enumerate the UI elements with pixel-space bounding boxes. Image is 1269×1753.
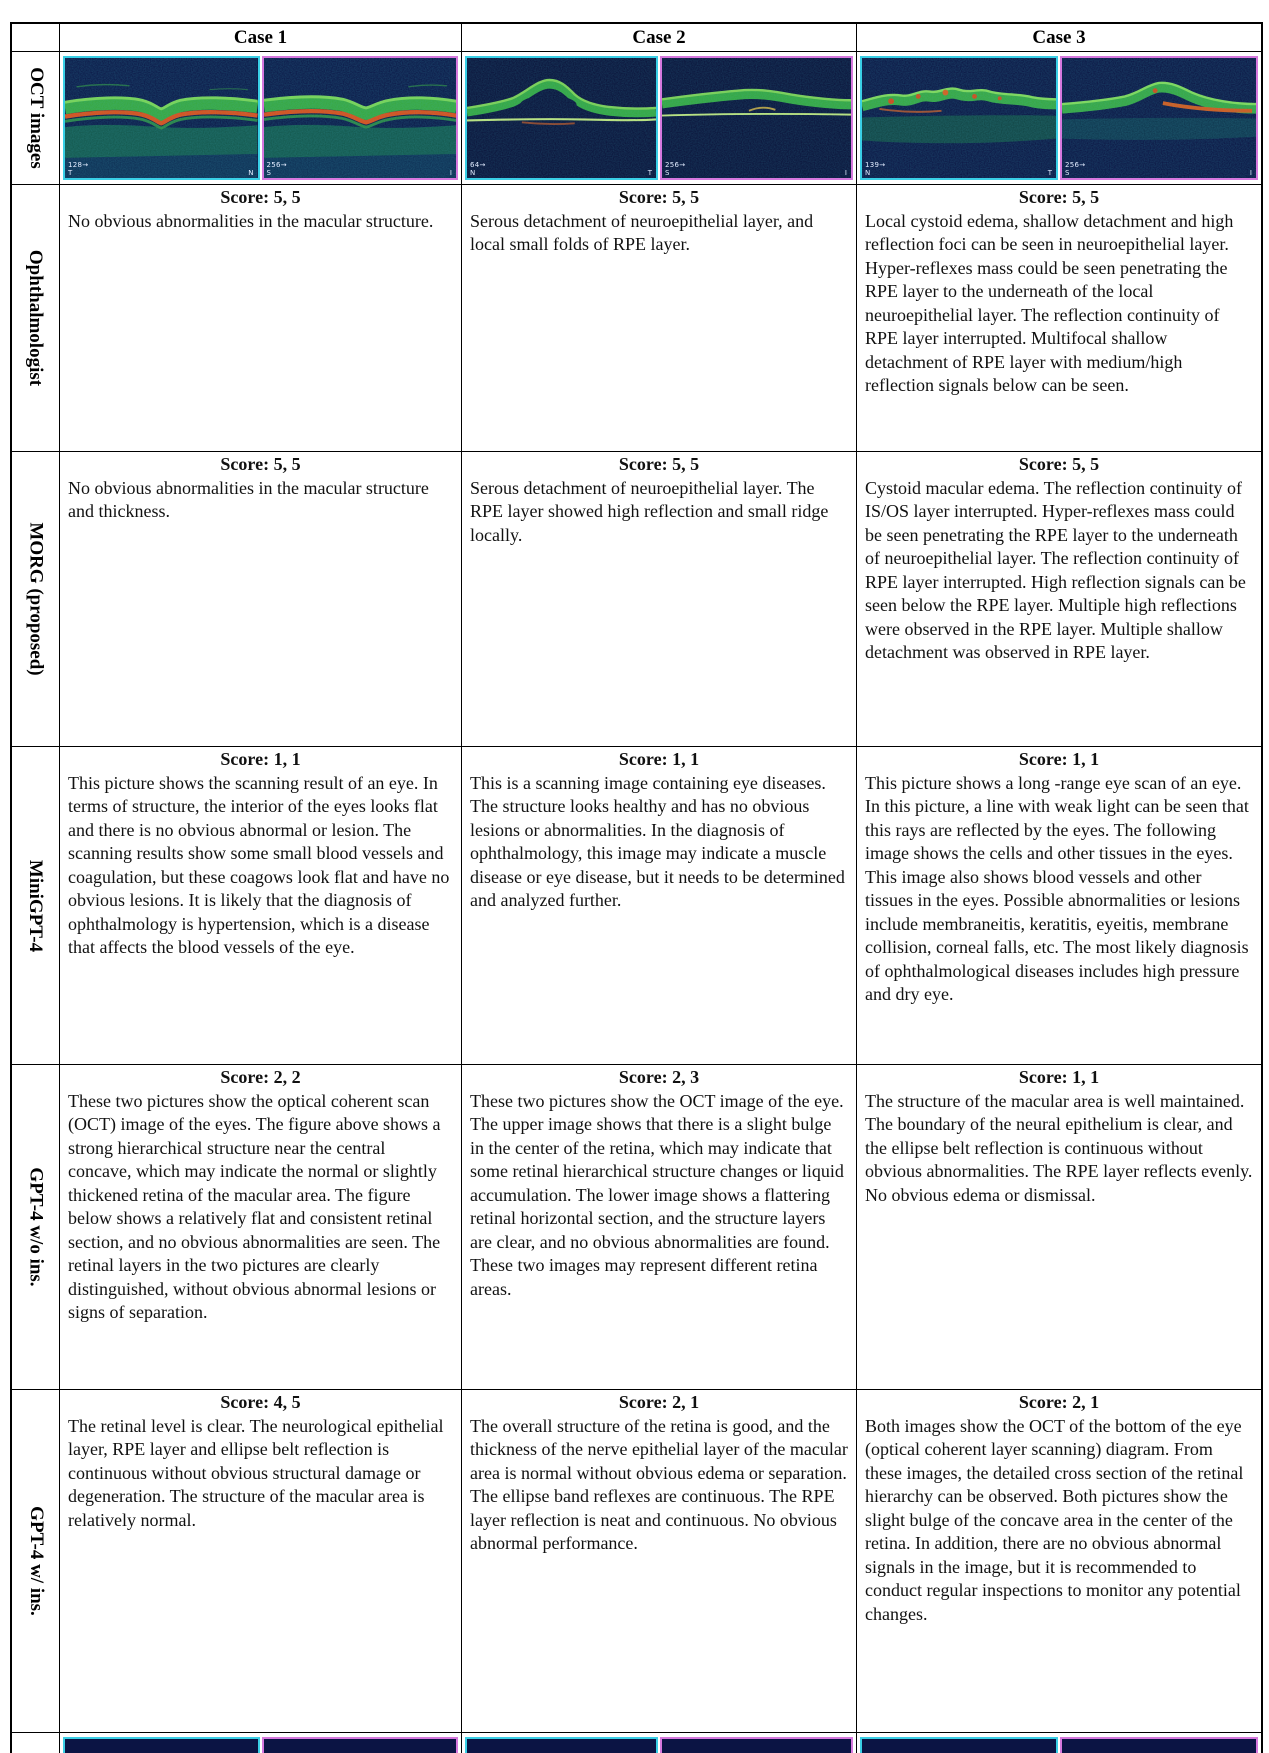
assessment-text: The retinal level is clear. The neurological epithelial layer, RPE layer and ellipse belt reflection is continuous without obvious structural damage or degeneration. The structure of the macular area is relatively normal. (68, 1415, 444, 1530)
scan-number-label: 128→ (68, 161, 89, 169)
cell-gpt4w-case3 (857, 1390, 1261, 1733)
orientation-letter-br: I (1249, 169, 1252, 177)
assessment-text: This picture shows the scanning result of an eye. In terms of structure, the interior of the eyes looks flat and there is no obvious abnormal or lesion. The scanning results show some small blood vessels and coagulation, but these coagows look flat and have no obvious lesions. It is likely that the diagnosis of ophthalmology is hypertension, which is a disease that affects the blood vessels of the eye. (68, 772, 450, 957)
score-text: Score: 1, 1 (220, 749, 301, 769)
score-text: Score: 1, 1 (1018, 749, 1100, 769)
cell-minigpt4-case1 (60, 747, 462, 1065)
orientation-letter-br: T (647, 169, 652, 177)
orientation-letter-br: I (844, 169, 847, 177)
orientation-letter-br: I (449, 169, 452, 177)
cell-ophthalmologist-case3 (857, 185, 1261, 452)
score-text: Score: 2, 1 (618, 1392, 700, 1412)
cell-ophthalmologist-case2 (462, 185, 857, 452)
oct-scan-graphic (467, 58, 656, 178)
orientation-letter-bl: S (665, 169, 670, 177)
oct-scan-partial (63, 1737, 260, 1753)
score-text: Score: 5, 5 (1018, 454, 1100, 474)
score-text: Score: 5, 5 (1018, 187, 1100, 207)
assessment-text: Local cystoid edema, shallow detachment and high reflection foci can be seen in neuroepithelial layer. Hyper-reflexes mass could be seen penetrating the RPE layer to the underneath of the local neuroepithelial layer. The reflection continuity of RPE layer interrupted. Multifocal shallow detachment of RPE layer with medium/high reflection signals below can be seen. (865, 210, 1234, 395)
oct-scan-graphic (1062, 58, 1256, 178)
oct-scan-partial (262, 1737, 459, 1753)
case3-header: Case 3 (857, 24, 1261, 52)
row-label-ophthalmologist: Ophthalmologist (12, 185, 60, 452)
score-text: Score: 4, 5 (220, 1392, 301, 1412)
assessment-text: The overall structure of the retina is good, and the thickness of the nerve epithelial layer of the macular area is normal without obvious edema or separation. The ellipse band reflexes are continuous. The RPE layer reflection is neat and continuous. No obvious abnormal performance. (470, 1415, 848, 1553)
assessment-text: Cystoid macular edema. The reflection continuity of IS/OS layer interrupted. Hyper-reflexes mass could be seen penetrating the RPE layer to the underneath of neuroepithelial layer. The reflection continuity of RPE layer interrupted. High reflection signals can be seen below the RPE layer. Multiple high reflections were observed in the RPE layer. Multiple shallow detachment was observed in RPE layer. (865, 477, 1246, 662)
oct-cell-case3 (857, 52, 1261, 185)
corner-cell (12, 24, 60, 52)
oct-scan-partial (1060, 1737, 1258, 1753)
oct-cell-case1 (60, 52, 462, 185)
oct-cell-case2 (462, 52, 857, 185)
cell-gpt4wo-case1 (60, 1065, 462, 1390)
orientation-letter-bl: S (266, 169, 271, 177)
score-text: Score: 2, 1 (1018, 1392, 1100, 1412)
assessment-text: Both images show the OCT of the bottom of the eye (optical coherent layer scanning) diagram. From these images, the detailed cross section of the retinal hierarchy can be observed. Both pictures show the slight bulge of the concave area in the center of the retina. In addition, there are no obvious abnormal signals in the image, but it is recommended to conduct regular inspections to monitor any potential changes. (865, 1415, 1244, 1624)
oct-scan-graphic (662, 58, 851, 178)
orientation-letter-bl: T (68, 169, 73, 177)
assessment-text: Serous detachment of neuroepithelial layer, and local small folds of RPE layer. (470, 210, 814, 254)
assessment-text: This is a scanning image containing eye diseases. The structure looks healthy and has no obvious lesions or abnormalities. In the diagnosis of ophthalmology, this image may indicate a muscle disease or eye disease, but it needs to be determined and analyzed further. (470, 772, 845, 910)
orientation-letter-bl: N (470, 169, 476, 177)
oct-scan-case2-left (465, 56, 658, 180)
case1-header: Case 1 (60, 24, 462, 52)
scan-number-label: 256→ (665, 161, 686, 169)
score-text: Score: 5, 5 (618, 187, 700, 207)
score-text: Score: 1, 1 (1018, 1067, 1100, 1087)
score-text: Score: 5, 5 (220, 187, 301, 207)
oct-scan-partial (465, 1737, 658, 1753)
orientation-letter-bl: N (865, 169, 871, 177)
assessment-text: These two pictures show the optical coherent scan (OCT) image of the eyes. The figure above shows a strong hierarchical structure near the central concave, which may indicate the normal or slightly thickened retina of the macular area. The figure below shows a relatively flat and consistent retinal section, and no obvious abnormalities are seen. The retinal layers in the two pictures are clearly distinguished, without obvious abnormal lesions or signs of separation. (68, 1090, 441, 1322)
orientation-letter-br: T (1047, 169, 1052, 177)
scan-number-label: 64→ (470, 161, 486, 169)
row-label-oct-images: OCT images (12, 52, 60, 185)
score-text: Score: 1, 1 (618, 749, 700, 769)
cell-gpt4wo-case2 (462, 1065, 857, 1390)
comparison-table (10, 22, 1263, 1753)
cell-minigpt4-case2 (462, 747, 857, 1065)
assessment-text: No obvious abnormalities in the macular structure. (68, 210, 434, 231)
partial-oct-row-case3 (857, 1733, 1261, 1753)
cell-morg-case1 (60, 452, 462, 747)
row-label-minigpt4: MiniGPT-4 (12, 747, 60, 1065)
assessment-text: These two pictures show the OCT image of the eye. The upper image shows that there is a slight bulge in the center of the retina, which may indicate that some retinal hierarchical structure changes or liquid accumulation. The lower image shows a flattering retinal horizontal section, and the structure layers are clear, and no obvious abnormalities are found. These two images may represent different retina areas. (470, 1090, 844, 1299)
score-text: Score: 2, 3 (618, 1067, 700, 1087)
cell-minigpt4-case3 (857, 747, 1261, 1065)
oct-scan-graphic (264, 58, 457, 178)
oct-scan-partial (860, 1737, 1058, 1753)
row-label-gpt4-without-ins: GPT-4 w/o ins. (12, 1065, 60, 1390)
row-label-gpt4-with-ins: GPT-4 w/ ins. (12, 1390, 60, 1733)
cell-gpt4wo-case3 (857, 1065, 1261, 1390)
partial-oct-row-case1 (60, 1733, 462, 1753)
oct-scan-case1-right (262, 56, 459, 180)
score-text: Score: 5, 5 (220, 454, 301, 474)
score-text: Score: 5, 5 (618, 454, 700, 474)
oct-scan-graphic (862, 58, 1056, 178)
scan-number-label: 139→ (865, 161, 886, 169)
cell-ophthalmologist-case1 (60, 185, 462, 452)
cell-morg-case3 (857, 452, 1261, 747)
assessment-text: The structure of the macular area is well maintained. The boundary of the neural epithelium is clear, and the ellipse belt reflection is continuous without obvious abnormalities. The RPE layer reflects evenly. No obvious edema or dismissal. (865, 1090, 1253, 1205)
orientation-letter-br: N (248, 169, 254, 177)
oct-scan-case1-left (63, 56, 260, 180)
cell-gpt4w-case2 (462, 1390, 857, 1733)
partial-row-label-cell (12, 1733, 60, 1753)
case2-header: Case 2 (462, 24, 857, 52)
assessment-text: This picture shows a long -range eye scan of an eye. In this picture, a line with weak light can be seen that this rays are reflected by the eyes. The following image shows the cells and other tissues in the eyes. This image also shows blood vessels and other tissues in the eyes. Possible abnormalities or lesions include membraneitis, keratitis, eyeitis, membrane collision, corneal falls, etc. The most likely diagnosis of ophthalmological diseases includes high pressure and dry eye. (865, 772, 1249, 1004)
cell-gpt4w-case1 (60, 1390, 462, 1733)
partial-oct-row-case2 (462, 1733, 857, 1753)
oct-scan-graphic (65, 58, 258, 178)
assessment-text: Serous detachment of neuroepithelial layer. The RPE layer showed high reflection and small ridge locally. (470, 477, 829, 545)
oct-scan-case3-right (1060, 56, 1258, 180)
cell-morg-case2 (462, 452, 857, 747)
scan-number-label: 256→ (266, 161, 287, 169)
assessment-text: No obvious abnormalities in the macular structure and thickness. (68, 477, 429, 521)
orientation-letter-bl: S (1065, 169, 1070, 177)
score-text: Score: 2, 2 (220, 1067, 301, 1087)
oct-scan-partial (660, 1737, 853, 1753)
scan-number-label: 256→ (1065, 161, 1086, 169)
row-label-morg: MORG (proposed) (12, 452, 60, 747)
oct-scan-case3-left (860, 56, 1058, 180)
oct-scan-case2-right (660, 56, 853, 180)
